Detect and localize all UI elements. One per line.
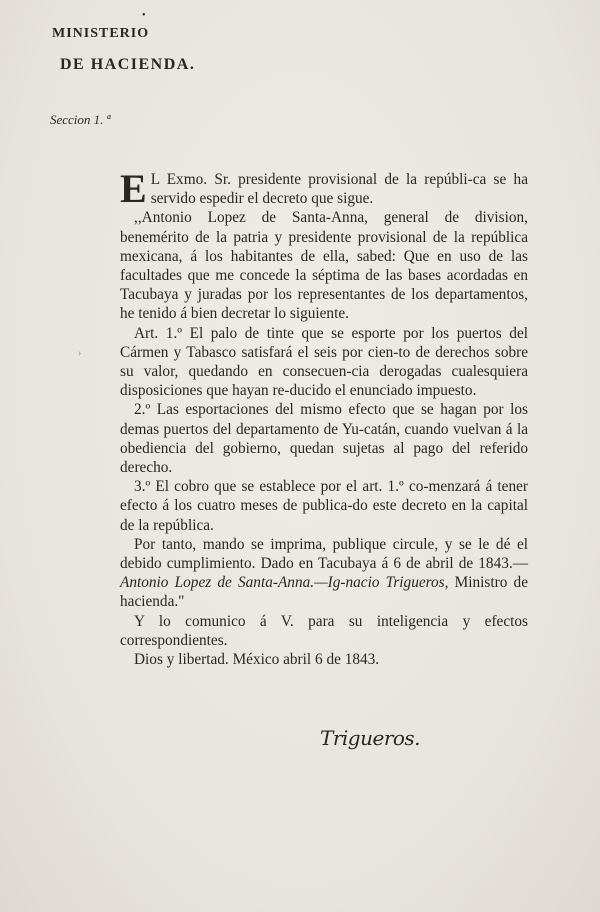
closing-signatories: Antonio Lopez de Santa-Anna.—Ig-nacio Trigueros,	[120, 574, 449, 592]
dropcap-letter: E	[120, 166, 147, 211]
decree-body	[120, 166, 528, 669]
article-3: 3.º El cobro que se establece por el art. 1.º co-menzará á tener efecto á los cuatro meses de publica-do este decreto en la capital de la república.	[120, 478, 528, 534]
opening-text: L Exmo. Sr. presidente provisional de la repúbli-ca se ha servido espedir el decreto que sigue.	[150, 171, 528, 208]
section-label: Seccion 1. ª	[50, 112, 111, 127]
decree-opening	[120, 166, 528, 211]
article-2: 2.º Las esportaciones del mismo efecto que se hagan por los demas puertos del departamento de Yu-catán, cuando vuelvan á la obediencia del gobierno, quedan sujetas al pago del referido derecho.	[120, 401, 528, 477]
decree-preamble: ,,Antonio Lopez de Santa-Anna, general de division, benemérito de la patria y presidente provisional de la república mexicana, á los habitantes de ella, sabed: Que en uso de las facultades que me concede la séptima de las bases acordadas en Tacubaya y juradas por los representantes de los departamentos, he tenido á bien decretar lo siguiente.	[120, 209, 528, 323]
closing-text-a: Por tanto, mando se imprima, publique circule, y se le dé el debido cumplimiento. Dado en Tacubaya á 6 de abril de 1843.—	[120, 535, 528, 573]
decree-closing	[120, 535, 528, 612]
ink-dot: •	[142, 10, 146, 21]
handwritten-signature: Trigueros.	[320, 726, 421, 750]
communication-line: Y lo comunico á V. para su inteligencia y efectos correspondientes.	[120, 612, 528, 649]
article-1: Art. 1.º El palo de tinte que se esporte por los puertos del Cármen y Tabasco satisfará el seis por cien-to de derechos sobre su valor, quedando en consecuen-cia derogadas cualesquiera disposiciones que hayan re-ducido el enunciado impuesto.	[120, 324, 528, 400]
farewell-line: Dios y libertad. México abril 6 de 1843.	[134, 651, 380, 669]
ministry-header-line2: DE HACIENDA.	[60, 56, 196, 73]
ministry-header-line1: MINISTERIO	[52, 26, 150, 41]
closing-text-b: Ministro de hacienda."	[120, 574, 528, 611]
margin-mark: ›	[78, 348, 82, 359]
